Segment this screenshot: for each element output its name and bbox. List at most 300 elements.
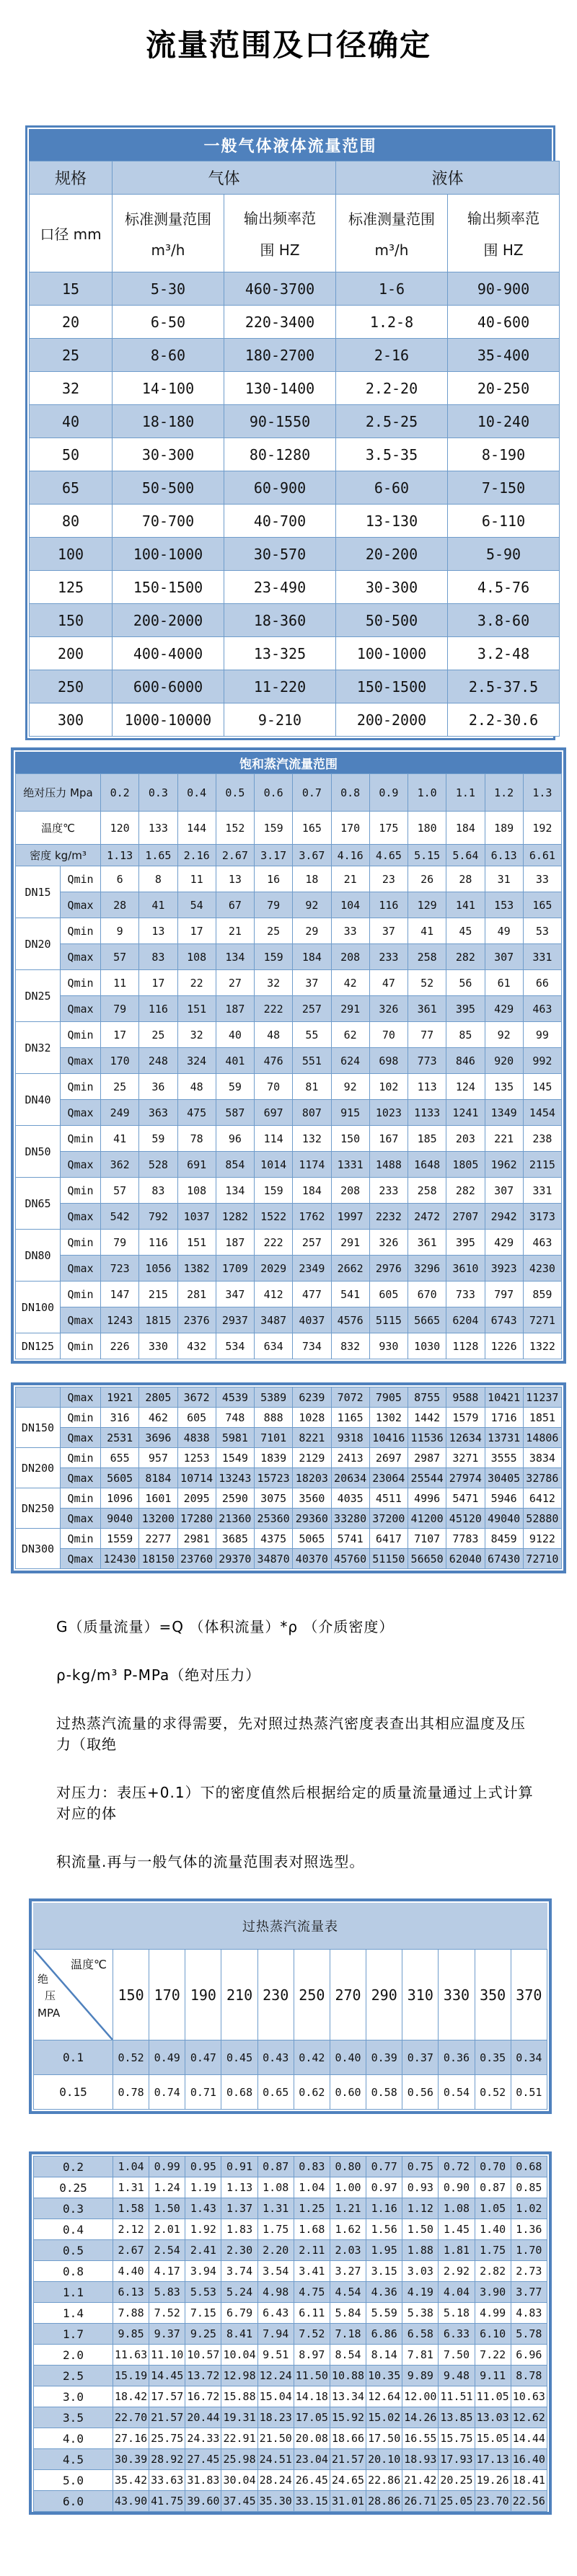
dn-label: DN300 [16,1529,61,1569]
value-cell: 1648 [408,1152,446,1178]
value-cell: 1.19 [185,2177,221,2198]
value-cell: 27.45 [185,2449,221,2470]
table-row [30,571,560,604]
value-cell: 2232 [369,1204,408,1230]
table-row [30,703,560,737]
value-cell: 208 [331,944,369,970]
value-cell: 120 [101,812,139,845]
value-cell: 723 [101,1256,139,1282]
value-cell: 50-500 [113,471,224,505]
value-cell: 670 [408,1282,446,1307]
value-cell: 0.9 [369,774,408,812]
value-cell: 151 [177,996,216,1022]
pressure-cell: 4.5 [34,2449,113,2470]
note-formula: G（质量流量）=Q （体积流量）*ρ （介质密度） [56,1618,395,1635]
value-cell: 0.47 [185,2040,221,2075]
value-cell: 12.62 [511,2407,547,2428]
value-cell: 9.85 [113,2324,149,2345]
value-cell: 18 [293,866,331,892]
value-cell: 116 [139,996,177,1022]
value-cell: 6.10 [475,2324,511,2345]
value-cell: 8.78 [511,2366,547,2386]
value-cell: 8755 [408,1387,446,1408]
value-cell: 167 [369,1126,408,1152]
note-paragraph-line-2: 对压力：表压+0.1）下的密度值然后根据给定的质量流量通过上式计算对应的体 [56,1784,534,1822]
diagonal-header-cell [34,1950,113,2040]
qmin-label: Qmin [61,1178,101,1204]
value-cell: 0.8 [331,774,369,812]
value-cell: 957 [139,1448,177,1468]
general-header-row-2 [30,195,560,272]
dn-label: DN40 [16,1074,61,1126]
value-cell: 395 [446,1230,485,1256]
value-cell: 3296 [408,1256,446,1282]
value-cell: 0.43 [257,2040,294,2075]
value-cell: 0.58 [366,2075,402,2110]
superheated-table-body-2 [34,2157,547,2512]
value-cell: 5.84 [330,2303,366,2324]
value-cell: 2.12 [113,2219,149,2240]
table-row [34,2386,547,2407]
qmax-label: Qmax [61,892,101,918]
saturated-table-2 [15,1387,562,1569]
value-cell: 2.01 [149,2219,185,2240]
value-cell: 0.45 [221,2040,257,2075]
qmin-label: Qmin [61,1230,101,1256]
value-cell: 37 [369,918,408,944]
value-cell: 2472 [408,1204,446,1230]
value-cell: 0.39 [366,2040,402,2075]
value-cell: 6.11 [294,2303,330,2324]
value-cell: 35-400 [448,339,560,372]
value-cell: 32 [255,970,293,996]
value-cell: 1.45 [439,2219,475,2240]
value-cell: 31 [485,866,523,892]
value-cell: 3271 [446,1448,485,1468]
superheated-flow-table-block1 [29,1898,552,2114]
value-cell: 534 [216,1333,254,1359]
value-cell: 1.08 [257,2177,294,2198]
liquid-freq-range-header [448,195,560,272]
value-cell: 807 [293,1100,331,1126]
value-cell: 2805 [139,1387,177,1408]
value-cell: 8.97 [294,2345,330,2366]
value-cell: 0.52 [113,2040,149,2075]
value-cell: 62 [331,1022,369,1048]
value-cell: 18150 [139,1549,177,1569]
table-row [16,1529,562,1549]
value-cell: 4576 [331,1307,369,1333]
value-cell: 21 [216,918,254,944]
value-cell: 184 [293,1178,331,1204]
value-cell: 5665 [408,1307,446,1333]
diameter-cell: 125 [30,571,113,604]
value-cell: 3685 [216,1529,254,1549]
value-cell: 18.42 [113,2386,149,2407]
value-cell: 15.02 [366,2407,402,2428]
value-cell: 541 [331,1282,369,1307]
superheated-table-1 [33,1949,547,2110]
diameter-cell: 200 [30,637,113,670]
value-cell: 147 [101,1282,139,1307]
value-cell: 1549 [216,1448,254,1468]
value-cell: 2.11 [294,2240,330,2261]
value-cell: 0.60 [330,2075,366,2110]
value-cell: 0.6 [255,774,293,812]
value-cell: 83 [139,1178,177,1204]
value-cell: 0.68 [511,2157,547,2177]
value-cell: 45760 [331,1549,369,1569]
corner-pressure-label [38,1971,60,2022]
value-cell: 24.33 [185,2428,221,2449]
value-cell: 0.77 [366,2157,402,2177]
value-cell: 108 [177,1178,216,1204]
table-row [16,1048,562,1074]
value-cell: 1349 [485,1100,523,1126]
value-cell: 165 [293,812,331,845]
superheated-table-title: 过热蒸汽流量表 [33,1903,547,1949]
value-cell: 1716 [485,1408,523,1428]
pressure-cell: 0.15 [34,2075,113,2110]
table-row [30,637,560,670]
value-cell: 3560 [293,1488,331,1509]
value-cell: 5-90 [448,538,560,571]
value-cell: 16.40 [511,2449,547,2470]
value-cell: 0.5 [216,774,254,812]
value-cell: 27974 [446,1468,485,1488]
value-cell: 90-900 [448,272,560,306]
value-cell: 59 [216,1074,254,1100]
value-cell: 734 [293,1333,331,1359]
std-range-unit: m³/h [374,241,409,259]
value-cell: 200-2000 [336,703,448,737]
value-cell: 47 [369,970,408,996]
general-table [29,161,560,737]
value-cell: 8221 [293,1428,331,1448]
value-cell: 30-300 [336,571,448,604]
value-cell: 9318 [331,1428,369,1448]
value-cell: 2129 [293,1448,331,1468]
temperature-header-cell: 370 [511,1950,547,2040]
value-cell: 8.54 [330,2345,366,2366]
value-cell: 23 [369,866,408,892]
temperature-header-cell: 150 [113,1950,149,2040]
value-cell: 0.95 [185,2157,221,2177]
value-cell: 1.00 [330,2177,366,2198]
table-row [30,306,560,339]
table-row [16,1230,562,1256]
pressure-cell: 0.4 [34,2219,113,2240]
temperature-header-cell: 170 [149,1950,185,2040]
value-cell: 13.03 [475,2407,511,2428]
value-cell: 40-700 [224,505,336,538]
value-cell: 697 [255,1100,293,1126]
value-cell: 1.50 [149,2198,185,2219]
value-cell: 4035 [331,1488,369,1509]
table-row [34,2219,547,2240]
value-cell: 5.83 [149,2282,185,2303]
table-row [16,918,562,944]
value-cell: 215 [139,1282,177,1307]
value-cell: 20.08 [294,2428,330,2449]
value-cell: 0.93 [402,2177,439,2198]
value-cell: 70-700 [113,505,224,538]
value-cell: 152 [216,812,254,845]
value-cell: 6204 [446,1307,485,1333]
value-cell: 29370 [216,1549,254,1569]
value-cell: 26.71 [402,2491,439,2512]
value-cell: 4.40 [113,2261,149,2282]
value-cell: 31.01 [330,2491,366,2512]
value-cell: 14-100 [113,372,224,405]
value-cell: 24.51 [257,2449,294,2470]
value-cell: 17.57 [149,2386,185,2407]
value-cell: 3555 [485,1448,523,1468]
qmax-label: Qmax [61,1468,101,1488]
value-cell: 1.36 [511,2219,547,2240]
qmin-label: Qmin [61,1074,101,1100]
value-cell: 15.04 [257,2386,294,2407]
value-cell: 3.54 [257,2261,294,2282]
value-cell: 10421 [485,1387,523,1408]
value-cell: 1037 [177,1204,216,1230]
value-cell: 7072 [331,1387,369,1408]
value-cell: 16.72 [185,2386,221,2407]
value-cell: 1815 [139,1307,177,1333]
value-cell: 846 [446,1048,485,1074]
value-cell: 8 [139,866,177,892]
dn-label: DN20 [16,918,61,970]
value-cell: 1.16 [366,2198,402,2219]
value-cell: 41 [408,918,446,944]
liquid-header: 液体 [336,161,560,195]
value-cell: 36 [139,1074,177,1100]
value-cell: 7.94 [257,2324,294,2345]
note-paragraph-line-1: 过热蒸汽流量的求得需要，先对照过热蒸汽密度表查出其相应温度及压力（取绝 [56,1715,526,1753]
value-cell: 361 [408,1230,446,1256]
diameter-cell: 150 [30,604,113,637]
value-cell: 187 [216,1230,254,1256]
value-cell: 92 [293,892,331,918]
value-cell: 7.18 [330,2324,366,2345]
value-cell: 2697 [369,1448,408,1468]
table-row [16,1408,562,1428]
table-row [34,2075,547,2110]
value-cell: 1.43 [185,2198,221,2219]
value-cell: 66 [523,970,561,996]
gas-std-range-header [113,195,224,272]
diameter-cell: 15 [30,272,113,306]
value-cell: 14806 [523,1428,561,1448]
qmax-label: Qmax [61,1549,101,1569]
value-cell: 4230 [523,1256,561,1282]
value-cell: 4.65 [369,845,408,866]
value-cell: 1997 [331,1204,369,1230]
value-cell: 1302 [369,1408,408,1428]
table-row [16,774,562,812]
table-row [16,1333,562,1359]
value-cell: 1322 [523,1333,561,1359]
value-cell: 41 [101,1126,139,1152]
qmin-label: Qmin [61,1529,101,1549]
value-cell: 180-2700 [224,339,336,372]
value-cell: 1522 [255,1204,293,1230]
value-cell: 1.75 [257,2219,294,2240]
table-row [30,272,560,306]
value-cell: 1839 [255,1448,293,1468]
value-cell: 1921 [101,1387,139,1408]
table-row [16,892,562,918]
value-cell: 40 [216,1022,254,1048]
value-cell: 1.21 [330,2198,366,2219]
value-cell: 53 [523,918,561,944]
value-cell: 220-3400 [224,306,336,339]
value-cell: 1282 [216,1204,254,1230]
value-cell: 134 [216,1178,254,1204]
value-cell: 792 [139,1204,177,1230]
value-cell: 2.2-20 [336,372,448,405]
value-cell: 797 [485,1282,523,1307]
value-cell: 0.34 [511,2040,547,2075]
value-cell: 1442 [408,1408,446,1428]
value-cell: 1.13 [101,845,139,866]
value-cell: 0.54 [439,2075,475,2110]
table-row [16,1307,562,1333]
value-cell: 33 [331,918,369,944]
value-cell: 3923 [485,1256,523,1282]
value-cell: 4.36 [366,2282,402,2303]
table-row [34,2449,547,2470]
value-cell: 2942 [485,1204,523,1230]
notes-section [56,1615,537,1871]
value-cell: 18.66 [330,2428,366,2449]
value-cell: 13200 [139,1509,177,1529]
value-cell: 4037 [293,1307,331,1333]
value-cell: 13 [139,918,177,944]
value-cell: 130-1400 [224,372,336,405]
value-cell: 0.37 [402,2040,439,2075]
value-cell: 40370 [293,1549,331,1569]
value-cell: 200-2000 [113,604,224,637]
value-cell: 134 [216,944,254,970]
qmin-label: Qmin [61,918,101,944]
value-cell: 9.11 [475,2366,511,2386]
value-cell: 12.00 [402,2386,439,2407]
value-cell: 605 [177,1408,216,1428]
qmax-label: Qmax [61,1428,101,1448]
value-cell: 34870 [255,1549,293,1569]
table-row [34,2157,547,2177]
table-row [30,538,560,571]
std-range-label: 标准测量范围 [125,210,211,228]
pressure-cell: 0.25 [34,2177,113,2198]
freq-range-label: 输出频率范 [467,209,540,227]
value-cell: 3696 [139,1428,177,1448]
value-cell: 5.78 [511,2324,547,2345]
qmax-label: Qmax [61,1387,101,1408]
value-cell: 1.70 [511,2240,547,2261]
value-cell: 7101 [255,1428,293,1448]
value-cell: 5.38 [402,2303,439,2324]
value-cell: 0.62 [294,2075,330,2110]
table-row [16,1509,562,1529]
value-cell: 30-570 [224,538,336,571]
value-cell: 25 [101,1074,139,1100]
value-cell: 57 [101,944,139,970]
table-row [30,604,560,637]
value-cell: 13.85 [439,2407,475,2428]
value-cell: 21.57 [330,2449,366,2470]
value-cell: 23.04 [294,2449,330,2470]
diameter-header: 口径 mm [30,195,113,272]
value-cell: 67430 [485,1549,523,1569]
value-cell: 1.13 [221,2177,257,2198]
value-cell: 83 [139,944,177,970]
value-cell: 5.15 [408,845,446,866]
value-cell: 8-190 [448,438,560,471]
value-cell: 432 [177,1333,216,1359]
table-row [16,1468,562,1488]
value-cell: 7.15 [185,2303,221,2324]
value-cell: 1.04 [294,2177,330,2198]
table-row [16,1074,562,1100]
qmax-label: Qmax [61,1100,101,1126]
value-cell: 5115 [369,1307,408,1333]
table-row [34,2407,547,2428]
value-cell: 859 [523,1282,561,1307]
table-row [30,670,560,703]
value-cell: 3834 [523,1448,561,1468]
pressure-cell: 0.5 [34,2240,113,2261]
table-row [16,1387,562,1408]
value-cell: 3173 [523,1204,561,1230]
value-cell: 2.41 [185,2240,221,2261]
freq-range-unit: 围 HZ [483,241,524,259]
value-cell: 37 [293,970,331,996]
value-cell: 13.34 [330,2386,366,2407]
value-cell: 67 [216,892,254,918]
table-row [16,1488,562,1509]
value-cell: 0.40 [330,2040,366,2075]
pressure-cell: 5.0 [34,2470,113,2491]
value-cell: 3.74 [221,2261,257,2282]
value-cell: 2.30 [221,2240,257,2261]
value-cell: 477 [293,1282,331,1307]
value-cell: 25.98 [221,2449,257,2470]
value-cell: 4.83 [511,2303,547,2324]
value-cell: 0.80 [330,2157,366,2177]
value-cell: 634 [255,1333,293,1359]
qmin-label: Qmin [61,1126,101,1152]
value-cell: 17 [177,918,216,944]
value-cell: 1.58 [113,2198,149,2219]
qmax-label: Qmax [61,996,101,1022]
value-cell: 1454 [523,1100,561,1126]
diameter-cell: 25 [30,339,113,372]
table-row [34,2428,547,2449]
value-cell: 23-490 [224,571,336,604]
table-row [30,372,560,405]
qmin-label: Qmin [61,866,101,892]
general-flow-table [25,125,555,740]
value-cell: 150-1500 [113,571,224,604]
value-cell: 21.50 [257,2428,294,2449]
pressure-cell: 2.0 [34,2345,113,2366]
value-cell: 3.27 [330,2261,366,2282]
value-cell: 33280 [331,1509,369,1529]
value-cell: 257 [293,996,331,1022]
value-cell: 1.40 [475,2219,511,2240]
